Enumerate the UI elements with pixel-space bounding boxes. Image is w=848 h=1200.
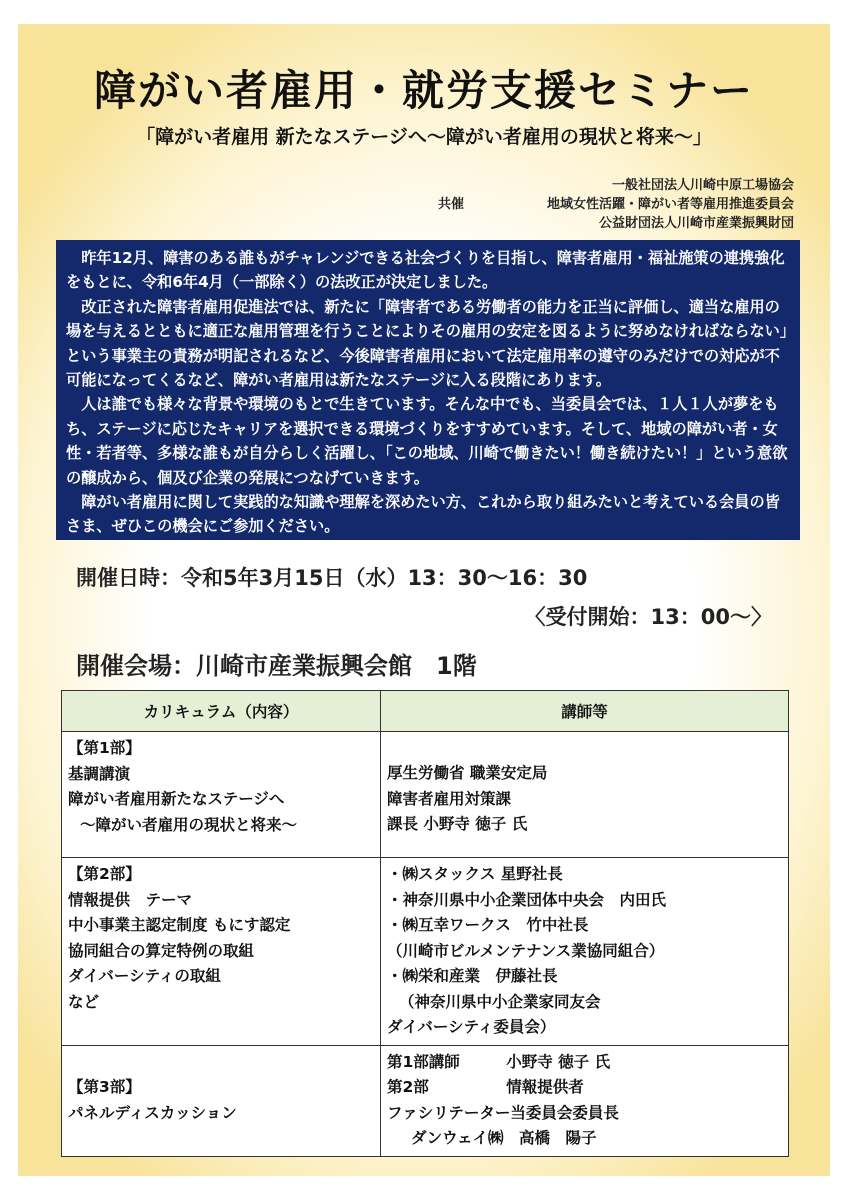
speaker-line: 第1部講師 小野寺 徳子 氏 xyxy=(387,1052,611,1071)
curriculum-cell xyxy=(62,732,381,858)
page-title: 障がい者雇用・就労支援セミナー xyxy=(93,66,754,115)
curriculum-line: 情報提供 テーマ xyxy=(68,890,193,909)
curriculum-table xyxy=(61,690,789,1157)
speaker-line: ・神奈川県中小企業団体中央会 内田氏 xyxy=(387,890,667,909)
event-datetime: 開催日時：令和5年3月15日（水）13：30～16：30 xyxy=(76,566,588,590)
event-reception: 〈受付開始：13：00～〉 xyxy=(524,605,772,629)
speaker-line: 第2部 情報提供者 xyxy=(387,1078,584,1096)
organizer-3: 公益財団法人川崎市産業振興財団 xyxy=(598,216,794,231)
speaker-cell xyxy=(381,858,789,1046)
table-row xyxy=(62,858,789,1046)
curriculum-line: ～障がい者雇用の現状と将来～ xyxy=(80,815,298,834)
organizer-label: 共催 xyxy=(438,197,465,212)
curriculum-line: ダイバーシティの取組 xyxy=(68,967,221,985)
page-subtitle: 「障がい者雇用 新たなステージへ～障がい者雇用の現状と将来～」 xyxy=(136,126,712,148)
curriculum-cell xyxy=(62,858,381,1046)
curriculum-line: 中小事業主認定制度 もにす認定 xyxy=(68,916,291,934)
speaker-line: （川崎市ビルメンテナンス業協同組合） xyxy=(387,941,665,960)
curriculum-line: 障がい者雇用新たなステージへ xyxy=(68,790,285,808)
curriculum-line: 協同組合の算定特例の取組 xyxy=(68,941,255,960)
speaker-line: ダンウェイ㈱ 高橋 陽子 xyxy=(411,1129,597,1147)
curriculum-line: など xyxy=(68,992,100,1011)
curriculum-line: 【第1部】 xyxy=(68,739,141,757)
table-row xyxy=(62,1045,789,1156)
event-venue: 開催会場：川崎市産業振興会館 1階 xyxy=(76,652,477,680)
speaker-line: ・㈱栄和産業 伊藤社長 xyxy=(387,967,558,985)
intro-paragraph: 昨年12月、障害のある誰もがチャレンジできる社会づくりを目指し、障害者雇用・福祉施策の連携強化をもとに、令和6年4月（一部除く）の法改正が決定しました。 xyxy=(66,249,785,292)
organizer-1: 一般社団法人川崎中原工場協会 xyxy=(611,178,794,193)
organizer-2: 地域女性活躍・障がい者等雇用推進委員会 xyxy=(546,197,794,212)
table-row xyxy=(62,732,789,858)
speaker-line: ・㈱互幸ワークス 竹中社長 xyxy=(387,916,589,934)
curriculum-line: 基調講演 xyxy=(68,764,131,783)
speaker-line: （神奈川県中小企業家同友会 xyxy=(399,992,601,1011)
speaker-line: ファシリテーター当委員会委員長 xyxy=(387,1103,619,1122)
speaker-line: ダイバーシティ委員会） xyxy=(387,1018,556,1036)
intro-paragraph: 障がい者雇用に関して実践的な知識や理解を深めたい方、これから取り組みたいと考えている会員の皆さま、ぜひこの機会にご参加ください。 xyxy=(66,493,780,536)
speaker-cell xyxy=(381,732,789,858)
curriculum-line: 【第2部】 xyxy=(68,865,141,883)
curriculum-line: 【第3部】 xyxy=(68,1078,141,1096)
speaker-line: 課長 小野寺 徳子 氏 xyxy=(387,815,528,833)
table-header-row xyxy=(62,691,789,732)
speaker-line: 厚生労働省 職業安定局 xyxy=(387,764,548,782)
header-curriculum: カリキュラム（内容） xyxy=(62,691,381,732)
speaker-line: ・㈱スタックス 星野社長 xyxy=(387,865,563,883)
intro-paragraph: 人は誰でも様々な背景や環境のもとで生きています。そんな中でも、当委員会では、１人１人が夢をもち、ステージに応じたキャリアを選択できる環境づくりをすすめています。そして、地域の障がい者・女性・若者等、多様な誰もが自分らしく活躍し、「この地域、川崎で働きたい！働き続けたい！」という意欲の醸成から、個及び企業の発展につなげていきます。 xyxy=(66,395,788,487)
curriculum-line: パネルディスカッション xyxy=(68,1103,237,1122)
speaker-line: 障害者雇用対策課 xyxy=(387,789,512,808)
intro-paragraph: 改正された障害者雇用促進法では、新たに「障害者である労働者の能力を正当に評価し、適当な雇用の場を与えるとともに適正な雇用管理を行うことによりその雇用の安定を図るように努めなければならない」という事業主の責務が明記されるなど、今後障害者雇用において法定雇用率の遵守のみだけでの対応が不可能になってくるなど、障がい者雇用は新たなステージに入る段階にあります。 xyxy=(66,297,788,390)
speaker-cell xyxy=(381,1045,789,1156)
header-speakers: 講師等 xyxy=(381,691,789,732)
curriculum-cell xyxy=(62,1045,381,1156)
intro-box xyxy=(56,240,800,540)
